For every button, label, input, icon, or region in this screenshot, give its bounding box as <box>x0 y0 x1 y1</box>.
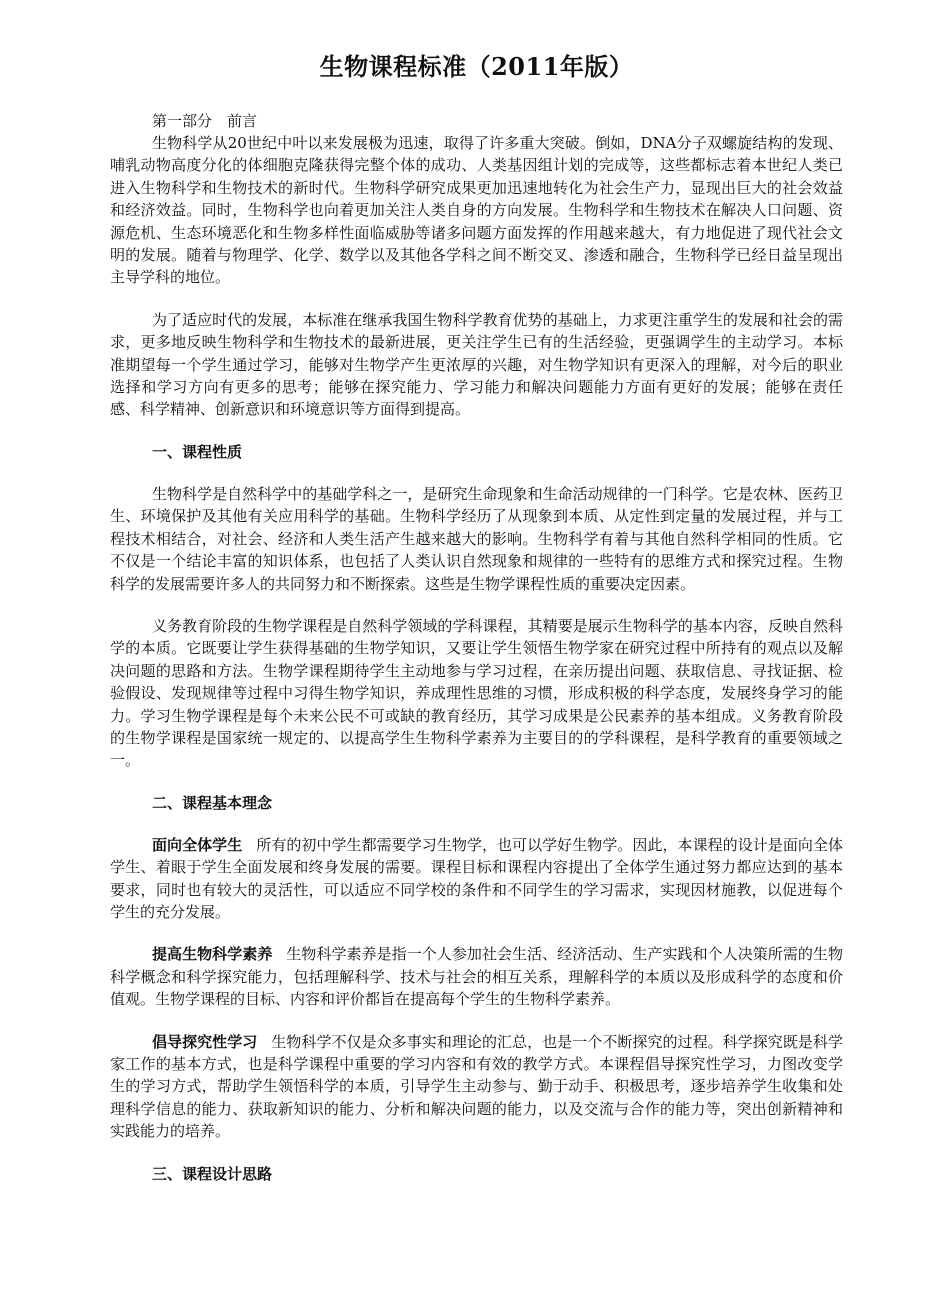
part-title: 第一部分 前言 <box>152 112 258 130</box>
intro-paragraph-2: 为了适应时代的发展，本标准在继承我国生物科学教育优势的基础上，力求更注重学生的发展和社会的需求，更多地反映生物科学和生物技术的最新进展，更关注学生已有的生活经验，更强调学生的主动学习。本标准期望每一个学生通过学习，能够对生物学产生更浓厚的兴趣，对生物学知识有更深入的理解，对今后的职业选择和学习方向有更多的思考；能够在探究能力、学习能力和解决问题能力方面有更好的发展；能够在责任感、科学精神、创新意识和环境意识等方面得到提高。 <box>110 310 843 419</box>
principle-paragraph-3 <box>110 1031 843 1143</box>
principle-text: 所有的初中学生都需要学习生物学，也可以学好生物学。因此，本课程的设计是面向全体学生、着眼于学生全面发展和终身发展的需要。课程目标和课程内容提出了全体学生通过努力都应达到的基本要求，同时也有较大的灵活性，可以适应不同学校的条件和不同学生的学习需求，实现因材施教，以促进每个学生的充分发展。 <box>110 835 843 921</box>
principle-lead: 倡导探究性学习 <box>152 1032 258 1051</box>
spacer <box>110 1011 843 1031</box>
principle-lead: 面向全体学生 <box>152 835 243 854</box>
principle-paragraph-1 <box>110 834 843 924</box>
spacer <box>110 1143 843 1163</box>
nature-paragraph-1: 生物科学是自然科学中的基础学科之一，是研究生命现象和生命活动规律的一门科学。它是农林、医药卫生、环境保护及其他有关应用科学的基础。生物科学经历了从现象到本质、从定性到定量的发展过程，并与工程技术相结合，对社会、经济和人类生活产生越来越大的影响。生物科学有着与其他自然科学相同的性质。它不仅是一个结论丰富的知识体系，也包括了人类认识自然现象和规律的一些特有的思维方式和探究过程。生物科学的发展需要许多人的共同努力和不断探索。这些是生物学课程性质的重要决定因素。 <box>110 484 843 593</box>
principle-paragraph-2 <box>110 943 843 1010</box>
spacer <box>110 289 843 309</box>
principle-lead: 提高生物科学素养 <box>152 945 273 964</box>
principle-text: 生物科学不仅是众多事实和理论的汇总，也是一个不断探究的过程。科学探究既是科学家工作的基本方式，也是科学课程中重要的学习内容和有效的教学方式。本课程倡导探究性学习，力图改变学生的学习方式，帮助学生领悟科学的本质，引导学生主动参与、勤于动手、积极思考，逐步培养学生收集和处理科学信息的能力、获取新知识的能力、分析和解决问题的能力，以及交流与合作的能力等，突出创新精神和实践能力的培养。 <box>110 1032 843 1141</box>
spacer <box>110 772 843 792</box>
section-heading-design: 三、课程设计思路 <box>152 1164 273 1183</box>
section-heading-principles: 二、课程基本理念 <box>152 793 273 812</box>
intro-paragraph-1: 生物科学从20世纪中叶以来发展极为迅速，取得了许多重大突破。倒如，DNA分子双螺旋结构的发现、哺乳动物高度分化的体细胞克隆获得完整个体的成功、人类基因组计划的完成等，这些都标志着本世纪人类已进入生物科学和生物技术的新时代。生物科学研究成果更加迅速地转化为社会生产力，显现出巨大的社会效益和经济效益。同时，生物科学也向着更加关注人类自身的方向发展。生物科学和生物技术在解决人口问题、资源危机、生态环境恶化和生物多样性面临威胁等诸多问题方面发挥的作用越来越大，有力地促进了现代社会文明的发展。随着与物理学、化学、数学以及其他各学科之间不断交叉、渗透和融合，生物科学已经日益呈现出主导学科的地位。 <box>110 134 843 287</box>
spacer <box>110 595 843 615</box>
principle-text: 生物科学素养是指一个人参加社会生活、经济活动、生产实践和个人决策所需的生物科学概念和科学探究能力，包括理解科学、技术与社会的相互关系，理解科学的本质以及形成科学的态度和价值观。生物学课程的目标、内容和评价都旨在提高每个学生的生物科学素养。 <box>110 945 843 1009</box>
spacer <box>110 463 843 483</box>
section-heading-nature: 一、课程性质 <box>152 442 243 461</box>
spacer <box>110 421 843 441</box>
spacer <box>110 814 843 834</box>
spacer <box>110 923 843 943</box>
nature-paragraph-2: 义务教育阶段的生物学课程是自然科学领域的学科课程，其精要是展示生物科学的基本内容，反映自然科学的本质。它既要让学生获得基础的生物学知识，又要让学生领悟生物学家在研究过程中所持有的观点以及解决问题的思路和方法。生物学课程期待学生主动地参与学习过程，在亲历提出问题、获取信息、寻找证据、检验假设、发现规律等过程中习得生物学知识，养成理性思维的习惯，形成积极的科学态度，发展终身学习的能力。学习生物学课程是每个未来公民不可或缺的教育经历，其学习成果是公民素养的基本组成。义务教育阶段的生物学课程是国家统一规定的、以提高学生生物科学素养为主要目的的学科课程，是科学教育的重要领域之一。 <box>110 616 843 770</box>
page-title: 生物课程标准（2011年版） <box>319 52 634 81</box>
